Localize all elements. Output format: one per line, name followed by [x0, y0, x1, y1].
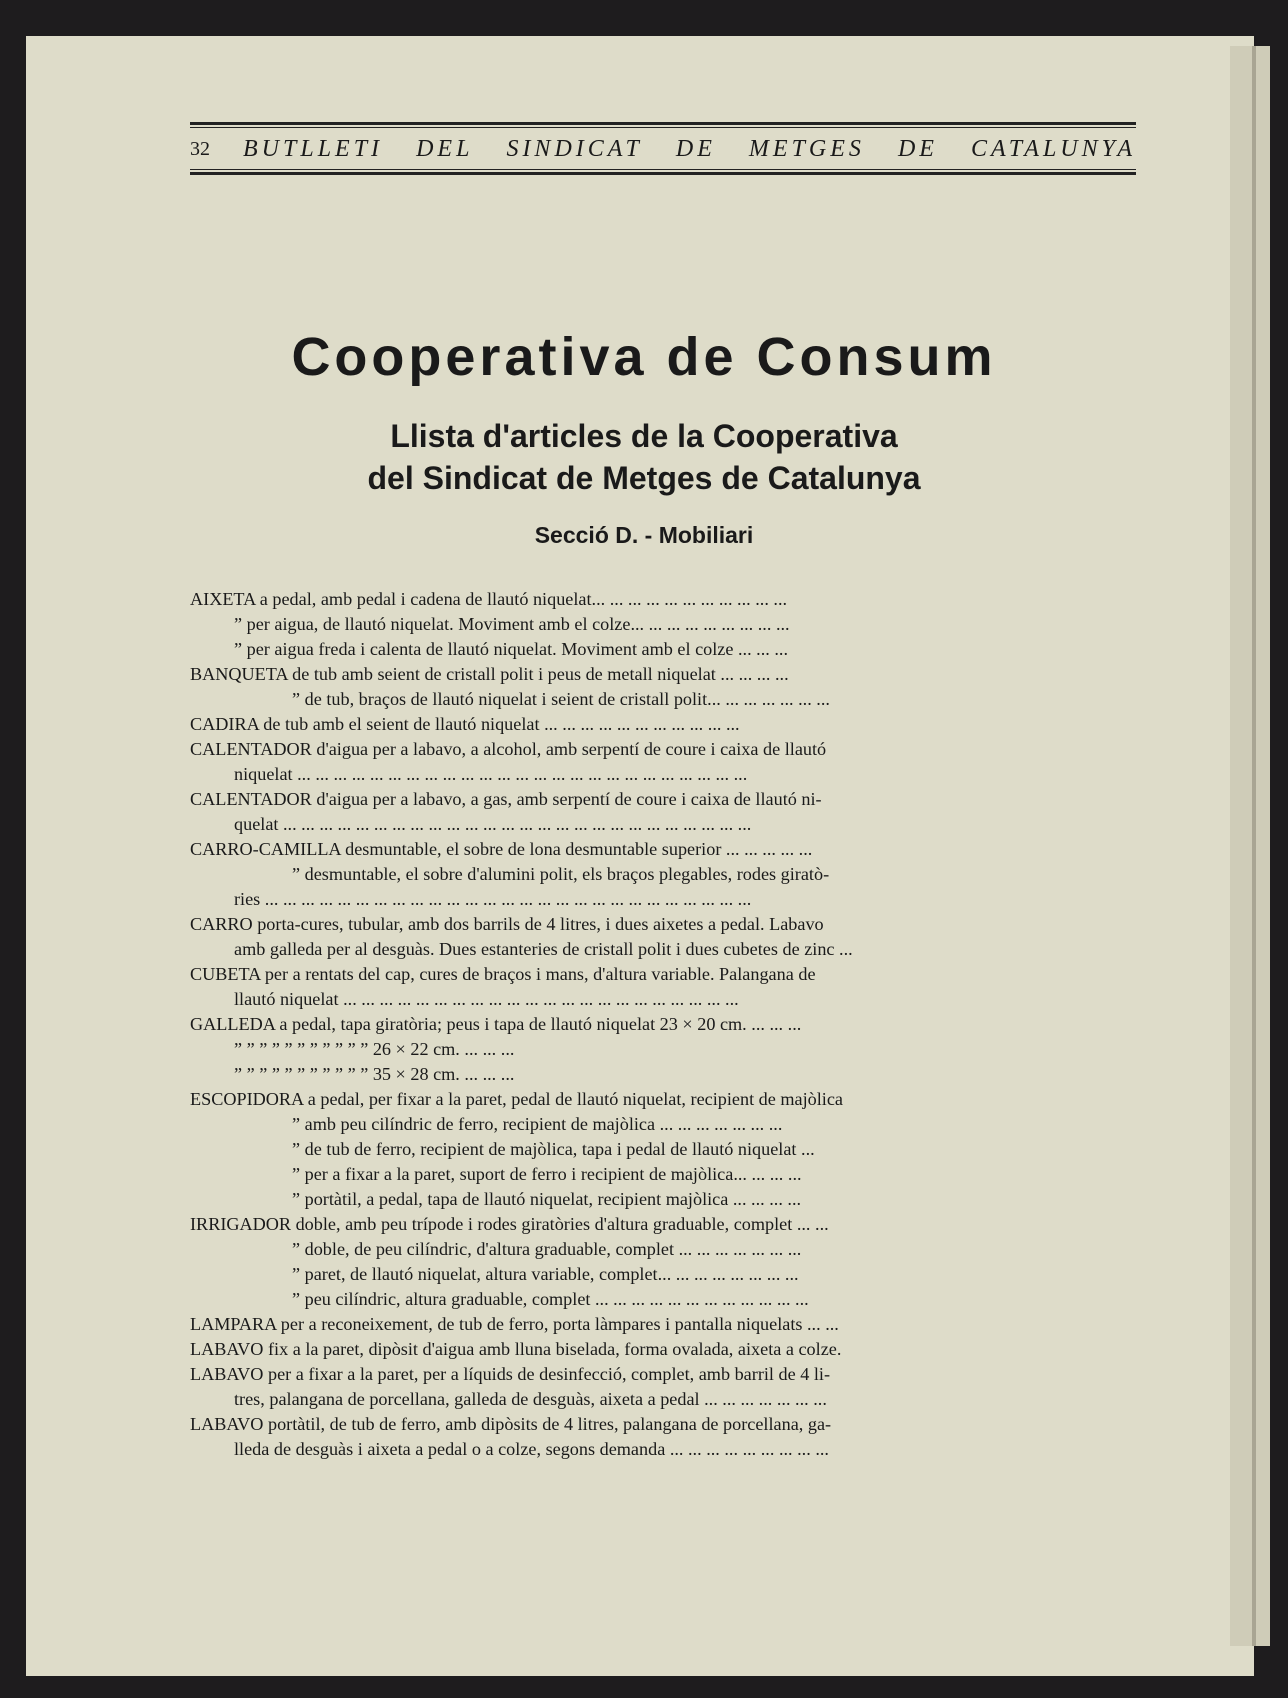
- header-word: CATALUNYA: [970, 135, 1136, 162]
- list-line: BANQUETA de tub amb seient de cristall polit i peus de metall niquelat ... ... ... ...: [190, 664, 789, 684]
- list-line: ” doble, de peu cilíndric, d'altura graduable, complet ... ... ... ... ... ... ...: [292, 1239, 802, 1259]
- list-line: CUBETA per a rentats del cap, cures de braços i mans, d'altura variable. Palangana de: [190, 964, 816, 984]
- list-line: ” per aigua, de llautó niquelat. Moviment amb el colze... ... ... ... ... ... ... ... ...: [234, 614, 790, 634]
- list-line: llautó niquelat ... ... ... ... ... ... ... ... ... ... ... ... ... ... ... ... ... ... ... ... ... ...: [234, 989, 739, 1009]
- list-line: CALENTADOR d'aigua per a labavo, a alcohol, amb serpentí de coure i caixa de llautó: [190, 739, 827, 759]
- article-subtitle-line-1: Llista d'articles de la Cooperativa: [390, 418, 898, 454]
- article-list: [190, 587, 1050, 1462]
- header-word: DE: [675, 135, 716, 162]
- list-line: amb galleda per al desguàs. Dues estanteries de cristall polit i dues cubetes de zinc ...: [234, 939, 853, 959]
- list-line: ” amb peu cilíndric de ferro, recipient de majòlica ... ... ... ... ... ... ...: [292, 1114, 783, 1134]
- page-spine: [1230, 46, 1270, 1646]
- list-line: ries ... ... ... ... ... ... ... ... ... ... ... ... ... ... ... ... ... ... ... ... ... ... ... ... ... ... ...: [234, 889, 752, 909]
- header-word: DE: [897, 135, 938, 162]
- list-line: ” de tub de ferro, recipient de majòlica, tapa i pedal de llautó niquelat ...: [292, 1139, 815, 1159]
- list-line: lleda de desguàs i aixeta a pedal o a colze, segons demanda ... ... ... ... ... ... ... ... ...: [234, 1439, 829, 1459]
- header-word: BUTLLETI: [243, 135, 384, 162]
- article-subtitle-line-2: del Sindicat de Metges de Catalunya: [367, 460, 921, 496]
- section-heading: Secció D. - Mobiliari: [534, 522, 754, 548]
- list-line: ” peu cilíndric, altura graduable, complet ... ... ... ... ... ... ... ... ... ... ... ...: [292, 1289, 809, 1309]
- list-line: ” desmuntable, el sobre d'alumini polit, els braços plegables, rodes giratò-: [292, 864, 830, 884]
- list-line: ESCOPIDORA a pedal, per fixar a la paret, pedal de llautó niquelat, recipient de majòlica: [190, 1089, 844, 1109]
- list-line: ” ” ” ” ” ” ” ” ” ” ” 35 × 28 cm. ... ... ...: [234, 1064, 515, 1084]
- list-line: GALLEDA a pedal, tapa giratòria; peus i tapa de llautó niquelat 23 × 20 cm. ... ... ...: [190, 1014, 802, 1034]
- header-rule-top: [190, 122, 1136, 125]
- list-line: LABAVO per a fixar a la paret, per a líquids de desinfecció, complet, amb barril de 4 li-: [190, 1364, 831, 1384]
- list-line: LAMPARA per a reconeixement, de tub de ferro, porta làmpares i pantalla niquelats ... ...: [190, 1314, 839, 1334]
- list-line: IRRIGADOR doble, amb peu trípode i rodes giratòries d'altura graduable, complet ... ...: [190, 1214, 829, 1234]
- page-number: 32: [190, 137, 210, 160]
- running-header: [190, 132, 1136, 166]
- header-word: SINDICAT: [506, 135, 643, 162]
- header-word: METGES: [748, 135, 865, 162]
- list-line: niquelat ... ... ... ... ... ... ... ... ... ... ... ... ... ... ... ... ... ... ... ... ... ... ... ... ...: [234, 764, 748, 784]
- list-line: tres, palangana de porcellana, galleda de desguàs, aixeta a pedal ... ... ... ... ... ... ...: [234, 1389, 827, 1409]
- header-rule-bottom-thin: [190, 169, 1136, 170]
- list-line: ” paret, de llautó niquelat, altura variable, complet... ... ... ... ... ... ... ...: [292, 1264, 799, 1284]
- list-line: LABAVO portàtil, de tub de ferro, amb dipòsits de 4 litres, palangana de porcellana, ga-: [190, 1414, 832, 1434]
- article-title: Cooperativa de Consum: [291, 327, 997, 387]
- list-line: CARRO-CAMILLA desmuntable, el sobre de lona desmuntable superior ... ... ... ... ...: [190, 839, 813, 859]
- list-line: quelat ... ... ... ... ... ... ... ... ... ... ... ... ... ... ... ... ... ... ... ... ... ... ... ... ... ...: [234, 814, 752, 834]
- header-rule-bottom: [190, 172, 1136, 175]
- list-line: ” ” ” ” ” ” ” ” ” ” ” 26 × 22 cm. ... ... ...: [234, 1039, 515, 1059]
- list-line: CALENTADOR d'aigua per a labavo, a gas, amb serpentí de coure i caixa de llautó ni-: [190, 789, 822, 809]
- header-rule-top-thin: [190, 127, 1136, 128]
- header-word: DEL: [416, 135, 474, 162]
- list-line: ” portàtil, a pedal, tapa de llautó niquelat, recipient majòlica ... ... ... ...: [292, 1189, 802, 1209]
- list-line: ” per aigua freda i calenta de llautó niquelat. Moviment amb el colze ... ... ...: [234, 639, 788, 659]
- list-line: CADIRA de tub amb el seient de llautó niquelat ... ... ... ... ... ... ... ... ... ... ...: [190, 714, 740, 734]
- list-line: AIXETA a pedal, amb pedal i cadena de llautó niquelat... ... ... ... ... ... ... ... ... ... ...: [190, 589, 788, 609]
- list-line: ” de tub, braços de llautó niquelat i seient de cristall polit... ... ... ... ... ... ...: [292, 689, 830, 709]
- list-line: LABAVO fix a la paret, dipòsit d'aigua amb lluna biselada, forma ovalada, aixeta a colze.: [190, 1339, 842, 1359]
- list-line: ” per a fixar a la paret, suport de ferro i recipient de majòlica... ... ... ...: [292, 1164, 802, 1184]
- page-edge-line: [1252, 46, 1256, 1646]
- list-line: CARRO porta-cures, tubular, amb dos barrils de 4 litres, i dues aixetes a pedal. Labavo: [190, 914, 824, 934]
